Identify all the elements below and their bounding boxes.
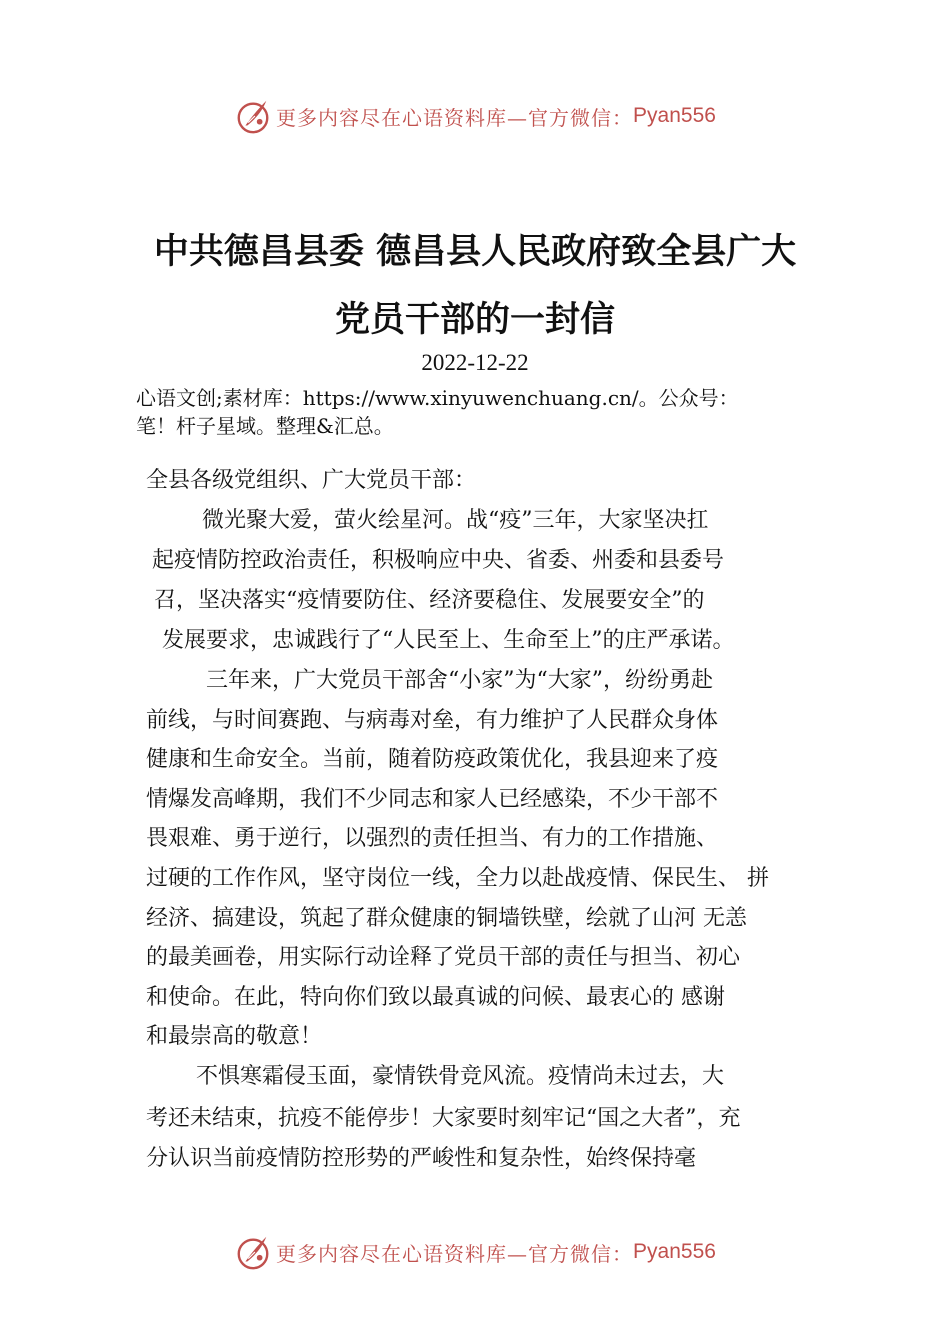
watermark-wechat-id: Pyan556: [633, 1240, 716, 1263]
body-line: 和最崇高的敬意！: [146, 1024, 323, 1049]
source-note-line1: 心语文创;素材库：https://www.xinyuwenchuang.cn/。公众号：: [136, 386, 739, 410]
body-line: 的最美画卷，用实际行动诠释了党员干部的责任与担当、初心: [146, 945, 741, 970]
source-note-line2: 笔！杆子星域。整理&汇总。: [136, 414, 394, 438]
body-line: 微光聚大爱，萤火绘星河。战“疫”三年，大家坚决扛: [202, 508, 709, 533]
document-title-line1: 中共德昌县委 德昌县人民政府致全县广大: [153, 231, 797, 272]
body-line: 分认识当前疫情防控形势的严峻性和复杂性，始终保持毫: [146, 1146, 697, 1171]
body-line: 考还未结束，抗疫不能停步！大家要时刻牢记“国之大者”，充: [146, 1106, 741, 1131]
body-line: 和使命。在此，特向你们致以最真诚的问候、最衷心的 感谢: [146, 985, 725, 1010]
watermark-wechat-id: Pyan556: [633, 104, 716, 127]
body-line: 发展要求，忠诚践行了“人民至上、生命至上”的庄严承诺。: [162, 628, 735, 653]
body-line: 全县各级党组织、广大党员干部：: [146, 468, 477, 493]
body-line: 情爆发高峰期，我们不少同志和家人已经感染，不少干部不: [146, 787, 719, 812]
body-line: 起疫情防控政治责任，积极响应中央、省委、州委和县委号: [152, 548, 725, 573]
watermark-banner-top: [0, 96, 950, 136]
document-date: 2022-12-22: [421, 350, 529, 375]
body-line: 过硬的工作作风，坚守岗位一线，全力以赴战疫情、保民生、 拼: [146, 866, 769, 891]
feather-seal-icon: [234, 1233, 272, 1271]
watermark-banner-bottom: [0, 1232, 950, 1272]
watermark-text: 更多内容尽在心语资料库—官方微信：: [276, 105, 634, 130]
feather-seal-icon: [234, 97, 272, 135]
watermark-text: 更多内容尽在心语资料库—官方微信：: [276, 1241, 634, 1266]
document-title-line2: 党员干部的一封信: [334, 299, 615, 340]
body-line: 健康和生命安全。当前，随着防疫政策优化，我县迎来了疫: [146, 747, 719, 772]
body-line: 前线，与时间赛跑、与病毒对垒，有力维护了人民群众身体: [146, 708, 719, 733]
body-line: 不惧寒霜侵玉面，豪情铁骨竞风流。疫情尚未过去，大: [196, 1064, 725, 1089]
body-line: 经济、搞建设，筑起了群众健康的铜墙铁壁，绘就了山河 无恙: [146, 906, 747, 931]
body-line: 三年来，广大党员干部舍“小家”为“大家”，纷纷勇赴: [206, 668, 713, 693]
body-line: 畏艰难、勇于逆行，以强烈的责任担当、有力的工作措施、: [146, 826, 719, 851]
body-line: 召，坚决落实“疫情要防住、经济要稳住、发展要安全”的: [154, 588, 705, 613]
